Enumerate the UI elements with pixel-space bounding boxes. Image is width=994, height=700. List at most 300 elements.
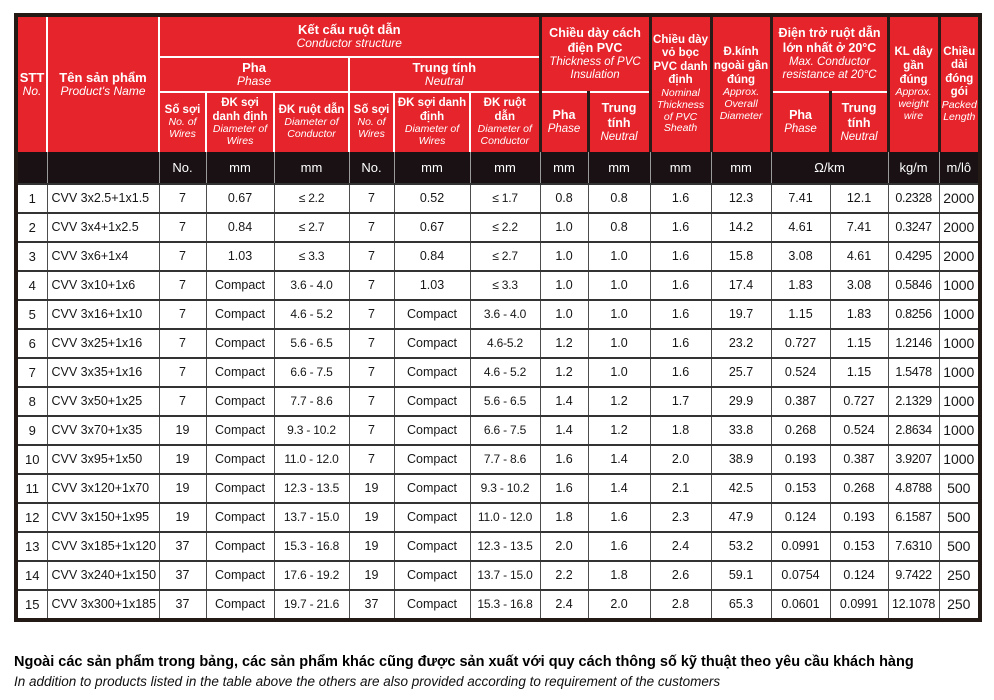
units-row <box>16 152 980 184</box>
data-cell: 0.727 <box>830 387 888 416</box>
data-cell: 0.0991 <box>771 532 830 561</box>
data-cell: 1.2 <box>588 387 650 416</box>
header-label-en: Diameter of Conductor <box>477 123 532 147</box>
data-cell: 19 <box>159 503 206 532</box>
product-name-cell: CVV 3x25+1x16 <box>47 329 159 358</box>
data-cell: Compact <box>206 387 274 416</box>
header-label-vn: STT <box>19 70 45 85</box>
data-cell: 1.6 <box>650 213 711 242</box>
data-cell: 1.2 <box>588 416 650 445</box>
data-cell: 1.5478 <box>888 358 939 387</box>
data-cell: Compact <box>206 445 274 474</box>
spec-table-body <box>16 184 980 620</box>
data-cell: 0.153 <box>830 532 888 561</box>
data-cell: 4.6 - 5.2 <box>470 358 540 387</box>
data-cell: 19 <box>349 474 394 503</box>
data-cell: 1.4 <box>588 474 650 503</box>
data-cell: 1 <box>16 184 47 213</box>
col-group-conductor-structure <box>159 15 540 57</box>
data-cell: 2.8 <box>650 590 711 620</box>
data-cell: 3.08 <box>830 271 888 300</box>
data-cell: 0.124 <box>830 561 888 590</box>
data-cell: 9.3 - 10.2 <box>470 474 540 503</box>
data-cell: 37 <box>159 532 206 561</box>
data-cell: 0.268 <box>771 416 830 445</box>
data-cell: 53.2 <box>711 532 771 561</box>
data-cell: 1.6 <box>650 242 711 271</box>
data-cell: 0.8 <box>588 184 650 213</box>
header-label-en: Nominal Thickness of PVC Sheath <box>656 87 705 135</box>
data-cell: 2.4 <box>540 590 588 620</box>
data-cell: 5.6 - 6.5 <box>274 329 349 358</box>
data-cell: 9 <box>16 416 47 445</box>
data-cell: 3.9207 <box>888 445 939 474</box>
data-cell: 6.1587 <box>888 503 939 532</box>
data-cell: 1.0 <box>588 358 650 387</box>
col-header-phase-num-wires <box>159 92 206 152</box>
data-cell: 1.6 <box>650 329 711 358</box>
data-cell: 7 <box>159 271 206 300</box>
data-cell: Compact <box>206 300 274 329</box>
data-cell: 1000 <box>939 329 980 358</box>
product-name-cell: CVV 3x10+1x6 <box>47 271 159 300</box>
data-cell: ≤ 1.7 <box>470 184 540 213</box>
data-cell: 33.8 <box>711 416 771 445</box>
data-cell: 1000 <box>939 416 980 445</box>
data-cell: 1.0 <box>540 271 588 300</box>
data-cell: Compact <box>394 503 470 532</box>
data-cell: 1.0 <box>588 271 650 300</box>
data-cell: 1000 <box>939 387 980 416</box>
data-cell: 7 <box>159 387 206 416</box>
data-cell: 11.0 - 12.0 <box>470 503 540 532</box>
header-label-en: Product's Name <box>60 84 146 99</box>
data-cell: 1.2 <box>540 358 588 387</box>
data-cell: 9.3 - 10.2 <box>274 416 349 445</box>
col-header-neutral-wire-diameter <box>394 92 470 152</box>
header-label-vn: KL dây gần đúng <box>894 46 933 86</box>
table-row <box>16 387 980 416</box>
data-cell: 2.0 <box>650 445 711 474</box>
data-cell: 2.3 <box>650 503 711 532</box>
data-cell: Compact <box>206 329 274 358</box>
data-cell: 0.268 <box>830 474 888 503</box>
data-cell: 7 <box>349 300 394 329</box>
header-label-vn: Tên sản phẩm <box>59 70 147 85</box>
data-cell: 1000 <box>939 271 980 300</box>
data-cell: Compact <box>206 503 274 532</box>
data-cell: 4.6 - 5.2 <box>274 300 349 329</box>
data-cell: Compact <box>394 329 470 358</box>
data-cell: Compact <box>394 561 470 590</box>
data-cell: 7.7 - 8.6 <box>274 387 349 416</box>
data-cell: 17.6 - 19.2 <box>274 561 349 590</box>
product-name-cell: CVV 3x240+1x150 <box>47 561 159 590</box>
data-cell: 12.3 - 13.5 <box>470 532 540 561</box>
data-cell: 1.6 <box>650 184 711 213</box>
data-cell: 1000 <box>939 300 980 329</box>
data-cell: 7 <box>349 242 394 271</box>
table-row <box>16 532 980 561</box>
data-cell: ≤ 2.2 <box>274 184 349 213</box>
table-row <box>16 416 980 445</box>
data-cell: 2.8634 <box>888 416 939 445</box>
header-label-vn: Pha <box>552 108 576 123</box>
data-cell: 1.15 <box>771 300 830 329</box>
product-name-cell: CVV 3x16+1x10 <box>47 300 159 329</box>
data-cell: 19.7 <box>711 300 771 329</box>
data-cell: 1.0 <box>588 300 650 329</box>
table-row <box>16 213 980 242</box>
table-row <box>16 329 980 358</box>
data-cell: 0.8 <box>540 184 588 213</box>
data-cell: 14 <box>16 561 47 590</box>
data-cell: 0.153 <box>771 474 830 503</box>
col-header-neutral-conductor-diameter <box>470 92 540 152</box>
unit-cell: mm <box>650 152 711 184</box>
data-cell: 1.83 <box>830 300 888 329</box>
data-cell: 6.6 - 7.5 <box>470 416 540 445</box>
data-cell: 7 <box>159 184 206 213</box>
data-cell: 1.0 <box>540 242 588 271</box>
data-cell: 7 <box>16 358 47 387</box>
data-cell: 65.3 <box>711 590 771 620</box>
data-cell: 4.61 <box>830 242 888 271</box>
data-cell: 9.7422 <box>888 561 939 590</box>
data-cell: 25.7 <box>711 358 771 387</box>
data-cell: 1.2 <box>540 329 588 358</box>
data-cell: 7.6310 <box>888 532 939 561</box>
data-cell: 7 <box>349 387 394 416</box>
header-label-en: Neutral <box>840 130 878 143</box>
header-label-en: Diameter of Wires <box>212 123 268 147</box>
data-cell: Compact <box>394 445 470 474</box>
data-cell: 19 <box>349 561 394 590</box>
data-cell: 0.5846 <box>888 271 939 300</box>
data-cell: 5 <box>16 300 47 329</box>
data-cell: 12.1078 <box>888 590 939 620</box>
data-cell: 0.0601 <box>771 590 830 620</box>
data-cell: 15.3 - 16.8 <box>470 590 540 620</box>
table-row <box>16 358 980 387</box>
header-label-vn: Chiều dày cách điện PVC <box>549 26 641 55</box>
data-cell: 250 <box>939 561 980 590</box>
data-cell: 7 <box>349 271 394 300</box>
data-cell: 1.15 <box>830 329 888 358</box>
data-cell: 0.52 <box>394 184 470 213</box>
data-cell: Compact <box>206 358 274 387</box>
data-cell: 1.7 <box>650 387 711 416</box>
data-cell: Compact <box>206 532 274 561</box>
data-cell: 1.4 <box>540 387 588 416</box>
data-cell: 37 <box>349 590 394 620</box>
data-cell: 1000 <box>939 445 980 474</box>
data-cell: 0.67 <box>394 213 470 242</box>
table-row <box>16 300 980 329</box>
data-cell: 7 <box>349 329 394 358</box>
data-cell: 1.2146 <box>888 329 939 358</box>
data-cell: 0.0991 <box>830 590 888 620</box>
data-cell: 7 <box>349 184 394 213</box>
product-name-cell: CVV 3x95+1x50 <box>47 445 159 474</box>
footer-note-vn: Ngoài các sản phẩm trong bảng, các sản phẩm khác cũng được sản xuất với quy cách thông số kỹ thuật theo yêu cầu khách hàng <box>14 654 914 670</box>
unit-cell: kg/m <box>888 152 939 184</box>
data-cell: Compact <box>394 387 470 416</box>
data-cell: 6.6 - 7.5 <box>274 358 349 387</box>
header-label-en: Phase <box>784 123 817 136</box>
data-cell: 7 <box>159 329 206 358</box>
unit-cell: mm <box>274 152 349 184</box>
data-cell: 0.0754 <box>771 561 830 590</box>
data-cell: 2000 <box>939 213 980 242</box>
data-cell: 8 <box>16 387 47 416</box>
table-row <box>16 271 980 300</box>
data-cell: 7 <box>159 213 206 242</box>
data-cell: 0.124 <box>771 503 830 532</box>
data-cell: 59.1 <box>711 561 771 590</box>
data-cell: 29.9 <box>711 387 771 416</box>
col-header-packed-length <box>939 15 980 152</box>
data-cell: 250 <box>939 590 980 620</box>
data-cell: 0.387 <box>771 387 830 416</box>
data-cell: Compact <box>206 474 274 503</box>
col-group-neutral <box>349 57 540 92</box>
footer-note-en: In addition to products listed in the table above the others are also provided according to requirement of the customers <box>14 674 721 689</box>
data-cell: 12.3 - 13.5 <box>274 474 349 503</box>
data-cell: 2000 <box>939 242 980 271</box>
data-cell: 6 <box>16 329 47 358</box>
data-cell: 1.6 <box>650 358 711 387</box>
data-cell: 11 <box>16 474 47 503</box>
col-group-max-resistance <box>771 15 888 92</box>
product-name-cell: CVV 3x300+1x185 <box>47 590 159 620</box>
col-header-insulation-neutral <box>588 92 650 152</box>
data-cell: 14.2 <box>711 213 771 242</box>
data-cell: 42.5 <box>711 474 771 503</box>
data-cell: 1.6 <box>540 445 588 474</box>
data-cell: 19 <box>349 532 394 561</box>
data-cell: 4.61 <box>771 213 830 242</box>
unit-cell-empty <box>16 152 47 184</box>
table-row <box>16 474 980 503</box>
data-cell: 3.6 - 4.0 <box>470 300 540 329</box>
data-cell: ≤ 3.3 <box>470 271 540 300</box>
data-cell: 19.7 - 21.6 <box>274 590 349 620</box>
header-label-en: Neutral <box>600 130 638 143</box>
header-label-en: Thickness of PVC Insulation <box>549 55 641 81</box>
header-label-vn: Pha <box>242 60 266 75</box>
data-cell: 7.7 - 8.6 <box>470 445 540 474</box>
data-cell: 1000 <box>939 358 980 387</box>
cable-spec-table <box>14 13 982 622</box>
data-cell: 12.1 <box>830 184 888 213</box>
data-cell: 1.0 <box>588 329 650 358</box>
col-header-pvc-sheath <box>650 15 711 152</box>
data-cell: 2.0 <box>540 532 588 561</box>
data-cell: 7 <box>159 300 206 329</box>
data-cell: Compact <box>206 271 274 300</box>
data-cell: 1.6 <box>588 503 650 532</box>
data-cell: 1.0 <box>540 300 588 329</box>
data-cell: Compact <box>394 358 470 387</box>
data-cell: 500 <box>939 532 980 561</box>
unit-cell: Ω/km <box>771 152 888 184</box>
header-label-vn: ĐK ruột dẫn <box>278 103 345 116</box>
data-cell: 0.524 <box>830 416 888 445</box>
unit-cell: No. <box>159 152 206 184</box>
col-header-insulation-phase <box>540 92 588 152</box>
data-cell: 1.6 <box>588 532 650 561</box>
data-cell: 12.3 <box>711 184 771 213</box>
data-cell: 13 <box>16 532 47 561</box>
data-cell: 15 <box>16 590 47 620</box>
data-cell: 0.524 <box>771 358 830 387</box>
data-cell: 2.0 <box>588 590 650 620</box>
data-cell: 3.6 - 4.0 <box>274 271 349 300</box>
data-cell: 2.1 <box>650 474 711 503</box>
header-label-en: Approx. weight wire <box>895 86 932 122</box>
col-group-pvc-insulation <box>540 15 650 92</box>
data-cell: 7 <box>159 242 206 271</box>
data-cell: 47.9 <box>711 503 771 532</box>
header-label-vn: Pha <box>789 108 812 123</box>
data-cell: 0.8256 <box>888 300 939 329</box>
header-label-vn: ĐK ruột dẫn <box>483 96 526 123</box>
header-label-vn: Đ.kính ngoài gần đúng <box>713 46 769 86</box>
data-cell: 7 <box>349 416 394 445</box>
data-cell: 7 <box>349 213 394 242</box>
data-cell: 7 <box>159 358 206 387</box>
header-label-vn: Trung tính <box>841 101 877 130</box>
data-cell: 1.6 <box>650 300 711 329</box>
data-cell: 2.4 <box>650 532 711 561</box>
data-cell: 12 <box>16 503 47 532</box>
product-name-cell: CVV 3x185+1x120 <box>47 532 159 561</box>
header-label-en: No. of Wires <box>357 116 386 141</box>
data-cell: 0.193 <box>771 445 830 474</box>
unit-cell: mm <box>394 152 470 184</box>
data-cell: 0.67 <box>206 184 274 213</box>
data-cell: 37 <box>159 561 206 590</box>
unit-cell: m/lô <box>939 152 980 184</box>
data-cell: 1.8 <box>540 503 588 532</box>
col-header-phase-wire-diameter <box>206 92 274 152</box>
header-label-vn: Điện trở ruột dẫn lớn nhất ở 20°C <box>778 26 881 55</box>
header-label-en: Diameter of Conductor <box>284 116 339 141</box>
col-header-neutral-num-wires <box>349 92 394 152</box>
data-cell: ≤ 3.3 <box>274 242 349 271</box>
data-cell: 0.8 <box>588 213 650 242</box>
data-cell: 3.08 <box>771 242 830 271</box>
header-label-vn: Kết cấu ruột dẫn <box>297 22 401 38</box>
data-cell: ≤ 2.7 <box>470 242 540 271</box>
col-header-phase-conductor-diameter <box>274 92 349 152</box>
table-row <box>16 503 980 532</box>
col-group-phase <box>159 57 349 92</box>
col-header-resistance-neutral <box>830 92 888 152</box>
header-label-vn: ĐK sợi danh định <box>212 96 268 123</box>
product-name-cell: CVV 3x35+1x16 <box>47 358 159 387</box>
data-cell: 2.6 <box>650 561 711 590</box>
header-label-en: Diameter of Wires <box>404 123 460 147</box>
data-cell: Compact <box>394 416 470 445</box>
data-cell: 1.03 <box>394 271 470 300</box>
header-label-en: Neutral <box>424 74 464 89</box>
data-cell: 3 <box>16 242 47 271</box>
data-cell: 13.7 - 15.0 <box>470 561 540 590</box>
header-label-en: Phase <box>547 123 581 136</box>
unit-cell: mm <box>540 152 588 184</box>
unit-cell: No. <box>349 152 394 184</box>
data-cell: 15.8 <box>711 242 771 271</box>
data-cell: 1.0 <box>540 213 588 242</box>
header-label-vn: Số sợi <box>164 103 201 116</box>
data-cell: 0.84 <box>206 213 274 242</box>
data-cell: 1.8 <box>650 416 711 445</box>
data-cell: Compact <box>206 416 274 445</box>
data-cell: 23.2 <box>711 329 771 358</box>
data-cell: 37 <box>159 590 206 620</box>
product-name-cell: CVV 3x4+1x2.5 <box>47 213 159 242</box>
data-cell: 0.84 <box>394 242 470 271</box>
data-cell: 4.6-5.2 <box>470 329 540 358</box>
data-cell: 11.0 - 12.0 <box>274 445 349 474</box>
header-label-vn: Chiều dày vỏ bọc PVC danh định <box>653 33 709 87</box>
data-cell: 1.83 <box>771 271 830 300</box>
data-cell: 500 <box>939 503 980 532</box>
unit-cell-empty <box>47 152 159 184</box>
unit-cell: mm <box>711 152 771 184</box>
data-cell: 0.727 <box>771 329 830 358</box>
header-label-en: Packed Length <box>941 98 977 123</box>
data-cell: 1.0 <box>588 242 650 271</box>
data-cell: Compact <box>394 532 470 561</box>
data-cell: 13.7 - 15.0 <box>274 503 349 532</box>
product-name-cell: CVV 3x6+1x4 <box>47 242 159 271</box>
unit-cell: mm <box>206 152 274 184</box>
data-cell: 0.3247 <box>888 213 939 242</box>
col-header-approx-weight <box>888 15 939 152</box>
table-row <box>16 184 980 213</box>
data-cell: 38.9 <box>711 445 771 474</box>
data-cell: 0.193 <box>830 503 888 532</box>
data-cell: 500 <box>939 474 980 503</box>
col-header-product-name <box>47 15 159 152</box>
data-cell: 2000 <box>939 184 980 213</box>
data-cell: 19 <box>159 445 206 474</box>
data-cell: 7 <box>349 358 394 387</box>
data-cell: 0.387 <box>830 445 888 474</box>
header-label-en: No. of Wires <box>168 116 197 141</box>
product-name-cell: CVV 3x150+1x95 <box>47 503 159 532</box>
header-label-vn: Chiều dài đóng gói <box>943 45 976 99</box>
data-cell: 19 <box>349 503 394 532</box>
data-cell: 4.8788 <box>888 474 939 503</box>
data-cell: 17.4 <box>711 271 771 300</box>
data-cell: 1.6 <box>540 474 588 503</box>
data-cell: 1.8 <box>588 561 650 590</box>
data-cell: Compact <box>394 300 470 329</box>
data-cell: 0.4295 <box>888 242 939 271</box>
data-cell: 2.1329 <box>888 387 939 416</box>
data-cell: ≤ 2.7 <box>274 213 349 242</box>
header-label-en: Conductor structure <box>296 36 402 51</box>
data-cell: 5.6 - 6.5 <box>470 387 540 416</box>
header-label-en: No. <box>22 84 42 99</box>
data-cell: 4 <box>16 271 47 300</box>
data-cell: 2.2 <box>540 561 588 590</box>
data-cell: 2 <box>16 213 47 242</box>
